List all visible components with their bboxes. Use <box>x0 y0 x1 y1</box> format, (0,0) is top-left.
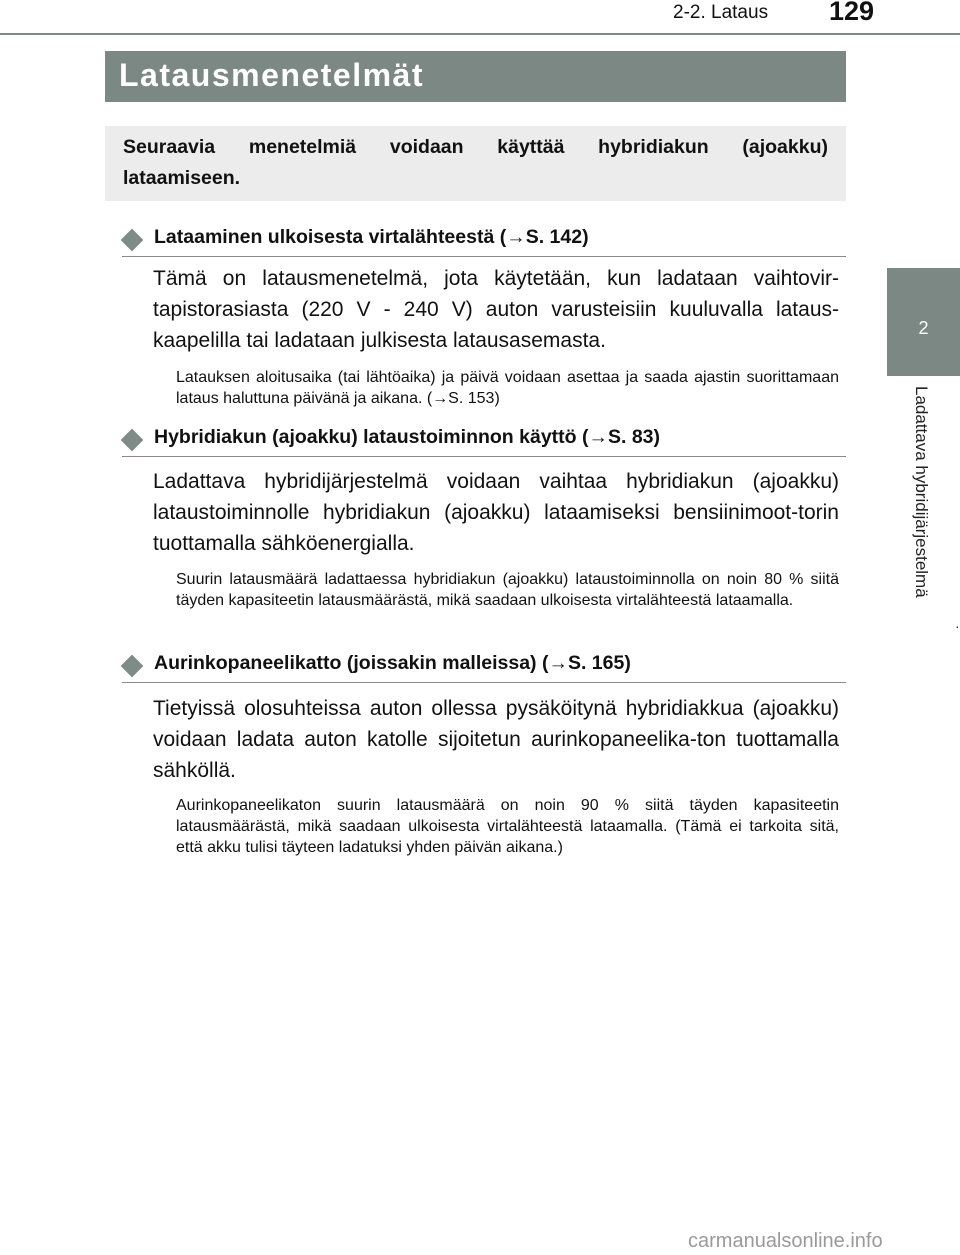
section-note: Aurinkopaneelikaton suurin latausmäärä on noin 90 % siitä täyden kapasiteetin latausmäärästä, mikä saadaan ulkoisesta virtalähteestä lataamalla. (Tämä ei tarkoita sitä, että akku tulisi täyteen ladatuksi yhden päivän aikana.) <box>176 797 839 856</box>
section-note: Latauksen aloitusaika (tai lähtöaika) ja päivä voidaan asettaa ja saada ajastin suorittamaan lataus haluttuna päivänä ja aikana. (→S. 153) <box>176 369 839 407</box>
diamond-bullet-icon <box>121 429 144 452</box>
header-rule <box>0 33 960 35</box>
section-heading-1 <box>122 226 846 257</box>
section-heading-text: Aurinkopaneelikatto (joissakin malleissa) (→S. 165) <box>154 652 631 674</box>
diamond-bullet-icon <box>121 655 144 678</box>
side-tick-mark: · <box>955 618 960 634</box>
intro-box <box>105 126 846 201</box>
running-header-section: 2-2. Lataus <box>673 2 769 23</box>
page-number: 129 <box>829 0 875 26</box>
chapter-label-wrap <box>887 386 935 646</box>
section-heading-2 <box>122 426 846 457</box>
intro-text: Seuraavia menetelmiä voidaan käyttää hybridiakun (ajoakku) lataamiseen. <box>123 136 828 189</box>
chapter-number: 2 <box>918 318 929 338</box>
section-heading-text: Lataaminen ulkoisesta virtalähteestä (→S. 142) <box>154 226 589 248</box>
section-body: Tietyissä olosuhteissa auton ollessa pysäköitynä hybridiakkua (ajoakku) voidaan ladata auton katolle sijoitetun aurinkopaneelika-ton tuottamalla sähköllä. <box>153 697 839 782</box>
title-bar <box>105 51 846 102</box>
footer-watermark: carmanualsonline.info <box>688 1230 883 1252</box>
section-body: Tämä on latausmenetelmä, jota käytetään, kun ladataan vaihtovir-tapistorasiasta (220 V - 240 V) auton varusteisiin kuuluvalla lataus-kaapelilla tai ladataan julkisesta latausasemasta. <box>153 267 839 352</box>
chapter-tab <box>887 268 960 376</box>
section-body: Ladattava hybridijärjestelmä voidaan vaihtaa hybridiakun (ajoakku) lataustoiminnolle hybridiakun (ajoakku) lataamiseksi bensiinimoot-torin tuottamalla sähköenergialla. <box>153 470 839 555</box>
section-note: Suurin latausmäärä ladattaessa hybridiakun (ajoakku) lataustoiminnolla on noin 80 % siitä täyden kapasiteetin latausmäärästä, mikä saadaan ulkoisesta virtalähteestä lataamalla. <box>176 571 839 609</box>
chapter-label: Ladattava hybridijärjestelmä <box>912 386 931 598</box>
diamond-bullet-icon <box>121 229 144 252</box>
section-heading-3 <box>122 652 846 683</box>
page-title: Latausmenetelmät <box>119 57 424 93</box>
section-heading-text: Hybridiakun (ajoakku) lataustoiminnon käyttö (→S. 83) <box>154 426 661 448</box>
